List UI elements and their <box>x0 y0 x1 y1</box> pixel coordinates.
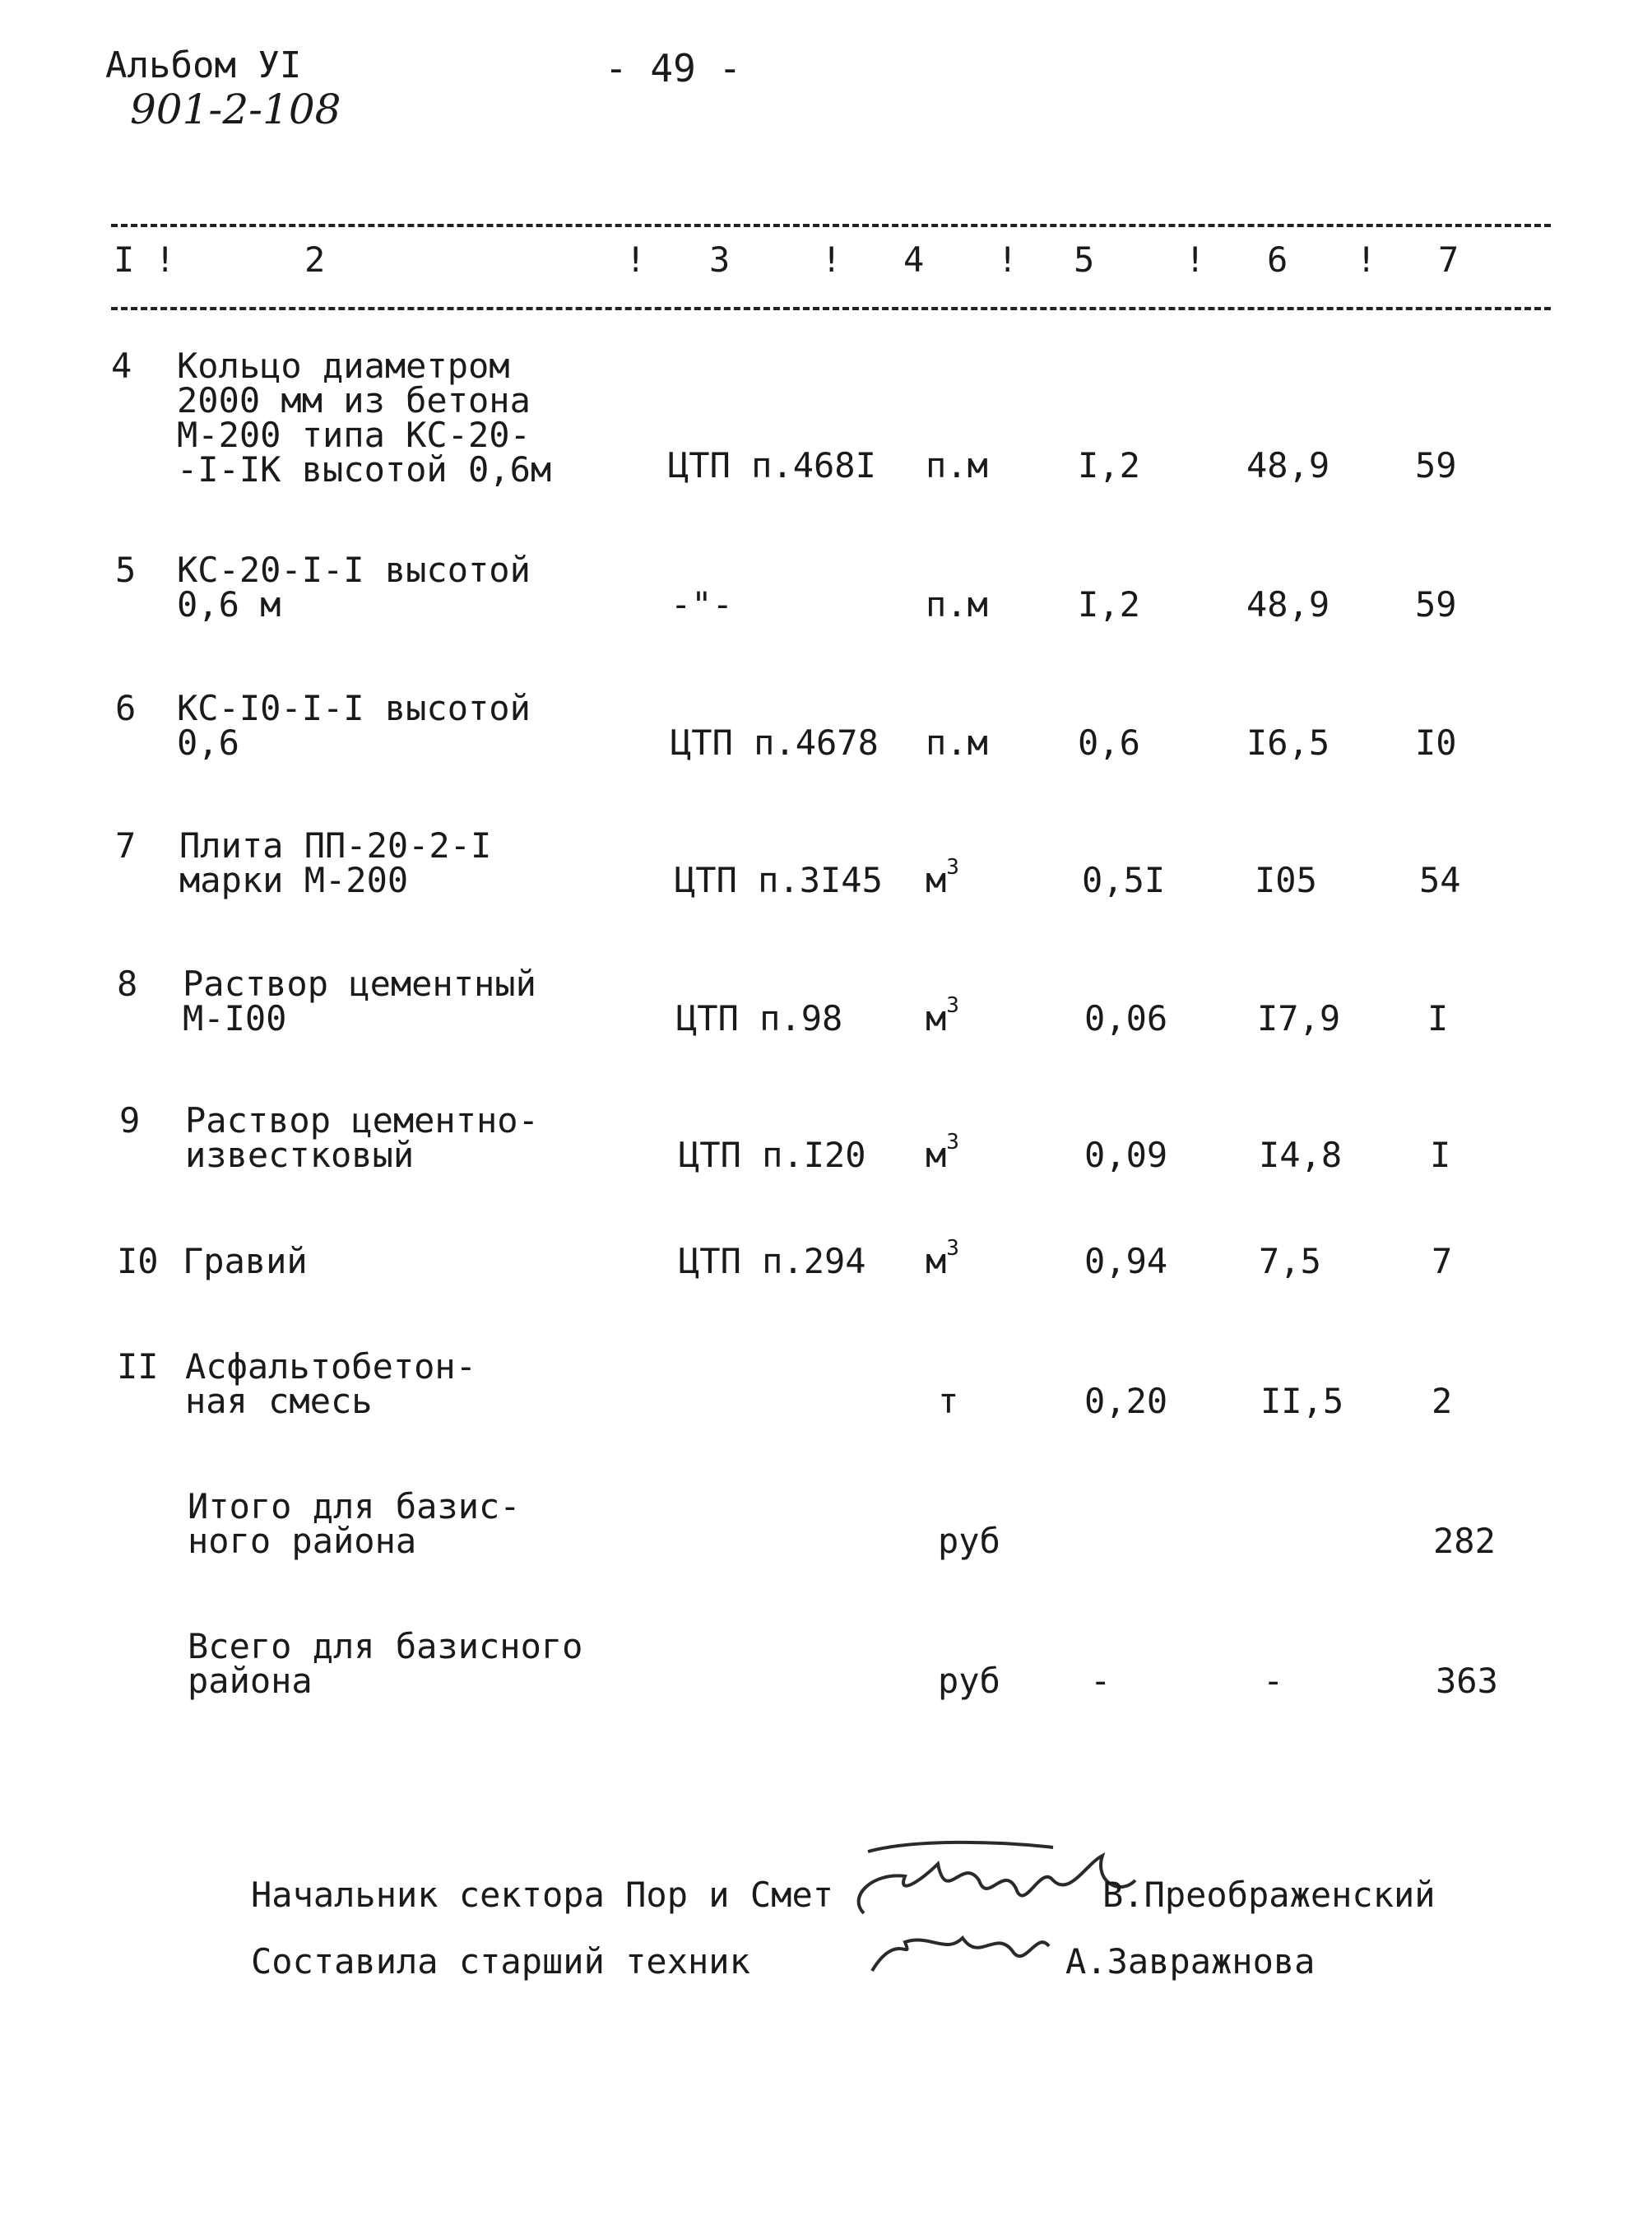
col-separator: ! <box>625 239 647 280</box>
page-number: - 49 - <box>605 46 742 91</box>
col-header-2: 2 <box>304 239 326 280</box>
grand-total-unit: руб <box>938 1661 1000 1701</box>
unit-price: I4,8 <box>1259 1135 1343 1175</box>
col-separator: ! <box>997 239 1019 280</box>
item-name: КС-I0-I-I высотой 0,6 <box>177 688 531 763</box>
unit-price: II,5 <box>1260 1381 1344 1421</box>
item-name: КС-20-I-I высотой 0,6 м <box>177 550 531 625</box>
unit: $м^3$ <box>926 993 959 1039</box>
price-reference: -"- <box>671 584 733 625</box>
col-separator: ! <box>821 239 842 280</box>
quantity: 0,09 <box>1084 1135 1168 1175</box>
item-name: Раствор цементный М-I00 <box>183 964 536 1039</box>
col-separator: ! <box>1356 239 1377 280</box>
row-number: 7 <box>115 825 137 866</box>
subtotal-unit: руб <box>938 1521 1000 1561</box>
item-name: Плита ПП-20-2-I марки М-200 <box>179 825 492 900</box>
unit: т <box>938 1381 959 1421</box>
unit: п.м <box>926 584 988 625</box>
header-top-rule <box>111 224 1551 227</box>
row-total: 59 <box>1415 584 1457 625</box>
price-reference: ЦТП п.I20 <box>679 1135 866 1175</box>
unit: п.м <box>926 723 988 763</box>
col-header-3: 3 <box>709 239 731 280</box>
unit: п.м <box>926 445 988 486</box>
col-separator: ! <box>1185 239 1206 280</box>
col-header-1: I <box>114 239 135 280</box>
album-label: Альбом УI <box>105 44 302 86</box>
quantity: 0,6 <box>1078 723 1140 763</box>
row-total: 59 <box>1415 445 1457 486</box>
unit: $м^3$ <box>926 1130 959 1175</box>
col-header-5: 5 <box>1074 239 1095 280</box>
unit-price: 48,9 <box>1246 445 1330 486</box>
unit-price: 48,9 <box>1246 584 1330 625</box>
item-name: Асфальтобетон- ная смесь <box>185 1346 477 1421</box>
unit-price: I05 <box>1255 860 1317 900</box>
row-total: I <box>1430 1135 1451 1175</box>
row-total: I <box>1427 998 1449 1039</box>
signer-1-name: В.Преображенский <box>1102 1875 1436 1915</box>
price-reference: ЦТП п.3I45 <box>675 860 883 900</box>
col-header-4: 4 <box>903 239 925 280</box>
unit: $м^3$ <box>926 1236 959 1281</box>
row-number: II <box>117 1346 159 1387</box>
price-reference: ЦТП п.294 <box>679 1241 866 1281</box>
grand-total-value: 363 <box>1436 1661 1498 1701</box>
signer-2-name: А.Завражнова <box>1065 1941 1316 1982</box>
unit-price: 7,5 <box>1259 1241 1321 1281</box>
price-reference: ЦТП п.4678 <box>671 723 879 763</box>
unit: $м^3$ <box>926 855 959 900</box>
item-name: Раствор цементно- известковый <box>185 1100 539 1175</box>
quantity: 0,5I <box>1082 860 1166 900</box>
subtotal-label: Итого для базис- ного района <box>188 1486 521 1561</box>
row-number: 6 <box>115 688 137 728</box>
quantity: 0,06 <box>1084 998 1168 1039</box>
header-bottom-rule <box>111 307 1551 310</box>
signer-1-title: Начальник сектора Пор и Смет <box>251 1875 834 1915</box>
row-total: 7 <box>1432 1241 1453 1281</box>
quantity: I,2 <box>1078 445 1140 486</box>
quantity: I,2 <box>1078 584 1140 625</box>
col-separator: ! <box>155 239 176 280</box>
unit-price: I6,5 <box>1246 723 1330 763</box>
item-name: Кольцо диаметром 2000 мм из бетона М-200 типа КС-20- -I-IК высотой 0,6м <box>177 346 552 490</box>
row-number: I0 <box>117 1241 159 1281</box>
item-name: Гравий <box>183 1241 308 1281</box>
grand-total-label: Всего для базисного района <box>188 1626 583 1701</box>
row-total: 54 <box>1419 860 1461 900</box>
grand-total-price: - <box>1263 1661 1284 1701</box>
col-header-6: 6 <box>1267 239 1288 280</box>
row-number: 5 <box>115 550 137 590</box>
price-reference: ЦТП п.468I <box>668 445 876 486</box>
row-number: 8 <box>117 964 138 1004</box>
unit-price: I7,9 <box>1257 998 1341 1039</box>
row-number: 9 <box>119 1100 141 1141</box>
handwritten-signature-2 <box>864 1913 1053 1979</box>
price-reference: ЦТП п.98 <box>676 998 843 1039</box>
signer-2-title: Составила старший техник <box>251 1941 750 1982</box>
subtotal-value: 282 <box>1433 1521 1496 1561</box>
row-number: 4 <box>111 346 132 386</box>
quantity: 0,94 <box>1084 1241 1168 1281</box>
project-number: 901-2-108 <box>130 86 341 133</box>
row-total: 2 <box>1432 1381 1453 1421</box>
col-header-7: 7 <box>1438 239 1459 280</box>
grand-total-qty: - <box>1090 1661 1111 1701</box>
quantity: 0,20 <box>1084 1381 1168 1421</box>
row-total: I0 <box>1415 723 1457 763</box>
